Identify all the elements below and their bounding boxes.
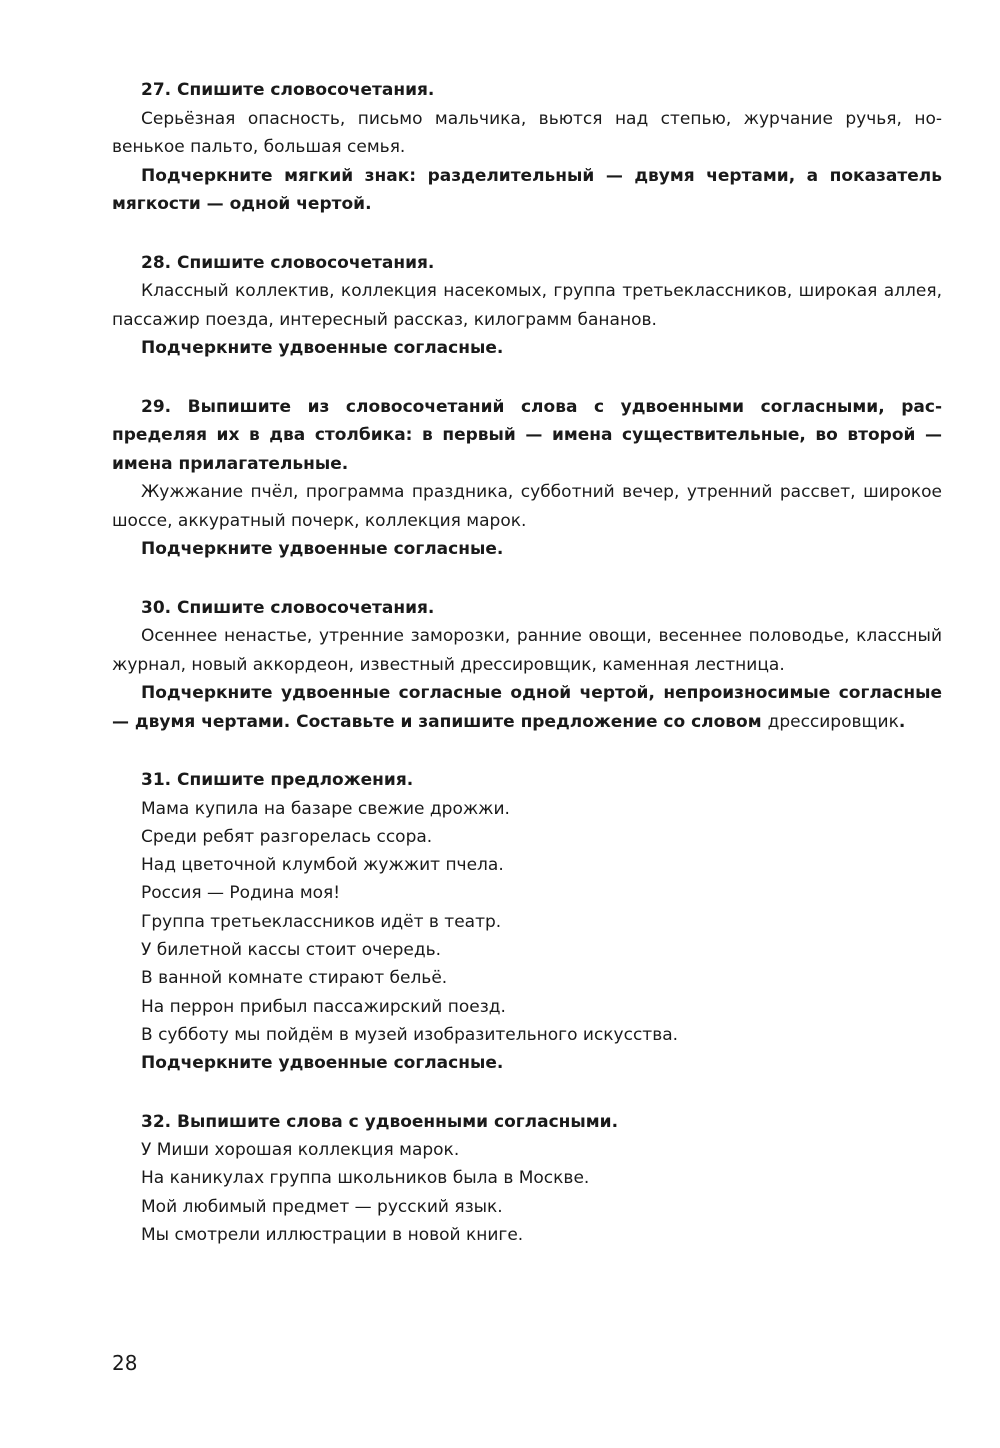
- exercise-32: [112, 1108, 942, 1250]
- sentence: Над цветочной клумбой жужжит пчела.: [141, 855, 504, 876]
- exercise-task: Подчеркните удвоенные согласные.: [141, 338, 504, 358]
- exercise-text: Классный коллектив, коллекция насекомых, группа третьеклассников, широкая аллея, пассажир поезда, интересный рассказ, килограмм бананов.: [112, 281, 942, 330]
- exercise-text: Серьёзная опасность, письмо мальчика, вьются над степью, журчание ручья, новенькое пальто, большая семья.: [112, 108, 942, 157]
- sentence: У билетной кассы стоит очередь.: [141, 939, 442, 960]
- sentence: Среди ребят разгорелась ссора.: [141, 826, 433, 847]
- sentence-list: [112, 1136, 942, 1249]
- exercise-task-word: дрессировщик: [767, 711, 899, 732]
- exercise-27: [112, 76, 942, 219]
- exercise-heading: 28. Спишите словосочетания.: [141, 252, 435, 273]
- exercise-heading: 29. Выпишите из словосочетаний слова с удвоенными согласными, распределяя их в два столбика: в первый — имена существительные, во второй — имена прилагательные.: [112, 396, 942, 474]
- exercise-task-text: Подчеркните удвоенные согласные одной чертой, непроизносимые согласные — двумя чертами. Составьте и запишите предложение со словом: [112, 683, 942, 732]
- exercise-task-end: .: [898, 711, 906, 732]
- exercise-28: [112, 249, 942, 363]
- exercise-text: Осеннее ненастье, утренние заморозки, ранние овощи, весеннее половодье, классный журнал, новый аккордеон, известный дрессировщик, каменная лестница.: [112, 626, 942, 675]
- page-number: 28: [112, 1351, 138, 1375]
- exercise-30: [112, 594, 942, 737]
- sentence: В ванной комнате стирают бельё.: [141, 968, 448, 989]
- exercise-heading: 30. Спишите словосочетания.: [141, 597, 435, 618]
- sentence: На каникулах группа школьников была в Москве.: [141, 1168, 590, 1189]
- sentence: В субботу мы пойдём в музей изобразительного искусства.: [141, 1024, 679, 1045]
- exercise-task: Подчеркните удвоенные согласные.: [141, 539, 504, 559]
- sentence: Группа третьеклассников идёт в театр.: [141, 911, 502, 932]
- exercise-heading: 32. Выпишите слова с удвоенными согласными.: [141, 1111, 619, 1132]
- sentence: Россия — Родина моя!: [141, 883, 341, 904]
- exercise-31: [112, 766, 942, 1078]
- sentence: Мы смотрели иллюстрации в новой книге.: [141, 1225, 524, 1246]
- sentence: У Миши хорошая коллекция марок.: [141, 1140, 460, 1161]
- exercise-task: Подчеркните удвоенные согласные.: [141, 1053, 504, 1074]
- sentence: На перрон прибыл пассажирский поезд.: [141, 996, 506, 1017]
- exercises-list: [112, 76, 942, 1279]
- exercise-heading: 27. Спишите словосочетания.: [141, 80, 435, 100]
- exercise-task: Подчеркните мягкий знак: разделительный — двумя чертами, а показатель мягкости — одной чертой.: [112, 165, 942, 214]
- sentence: Мой любимый предмет — русский язык.: [141, 1196, 503, 1217]
- exercise-29: [112, 393, 942, 564]
- sentence-list: [112, 795, 942, 1050]
- sentence: Мама купила на базаре свежие дрожжи.: [141, 798, 510, 819]
- exercise-heading: 31. Спишите предложения.: [141, 770, 414, 790]
- exercise-task: [112, 679, 942, 736]
- exercise-text: Жужжание пчёл, программа праздника, субботний вечер, утренний рассвет, широкое шоссе, аккуратный почерк, коллекция марок.: [112, 482, 942, 531]
